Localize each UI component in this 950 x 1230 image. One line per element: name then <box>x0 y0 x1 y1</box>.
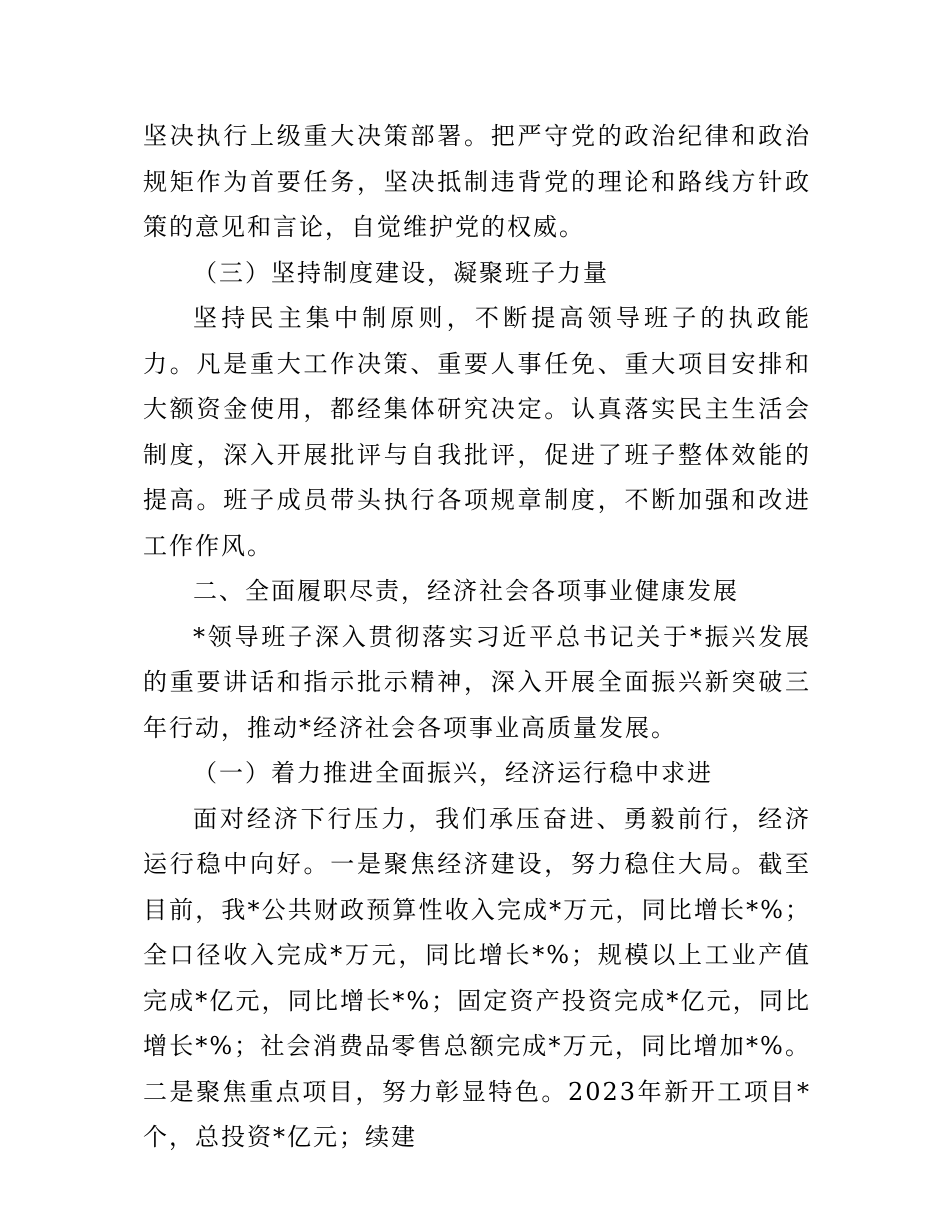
paragraph-economic-figures: 面对经济下行压力，我们承压奋进、勇毅前行，经济运行稳中向好。一是聚焦经济建设，努力稳住大局。截至目前，我*公共财政预算性收入完成*万元，同比增长*%；全口径收入完成*万元，同比增长*%；规模以上工业产值完成*亿元，同比增长*%；固定资产投资完成*亿元，同比增长*%；社会消费品零售总额完成*万元，同比增加*%。二是聚焦重点项目，努力彰显特色。2023年新开工项目*个，总投资*亿元；续建 <box>143 804 811 1151</box>
paragraph-democratic-centralism: 坚持民主集中制原则，不断提高领导班子的执政能力。凡是重大工作决策、重要人事任免、重大项目安排和大额资金使用，都经集体研究决定。认真落实民主生活会制度，深入开展批评与自我批评，促进了班子整体效能的提高。班子成员带头执行各项规章制度，不断加强和改进工作作风。 <box>143 304 811 560</box>
subheading-economic-operation: （一）着力推进全面振兴，经济运行稳中求进 <box>193 759 713 787</box>
subheading-system-building: （三）坚持制度建设，凝聚班子力量 <box>193 258 609 287</box>
document-body <box>143 114 811 1161</box>
paragraph-continuation: 坚决执行上级重大决策部署。把严守党的政治纪律和政治规矩作为首要任务，坚决抵制违背党的理论和路线方针政策的意见和言论，自觉维护党的权威。 <box>143 122 811 241</box>
paragraph-leadership-implementation: *领导班子深入贯彻落实习近平总书记关于*振兴发展的重要讲话和指示批示精神，深入开展全面振兴新突破三年行动，推动*经济社会各项事业高质量发展。 <box>143 622 811 742</box>
section-heading-two: 二、全面履职尽责，经济社会各项事业健康发展 <box>193 577 739 605</box>
